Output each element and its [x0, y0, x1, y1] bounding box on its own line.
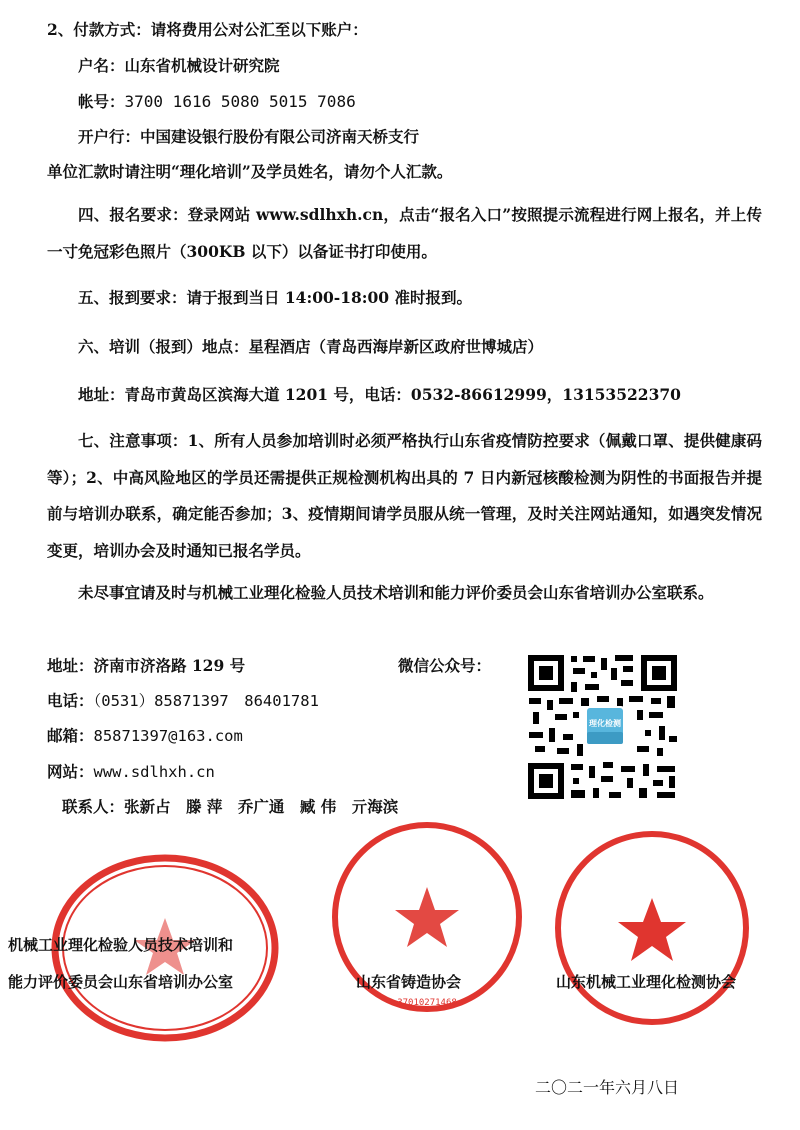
signature-org2: 山东省铸造协会: [356, 973, 462, 991]
wechat-qr-code[interactable]: [525, 652, 680, 802]
contact-intro: 未尽事宜请及时与机械工业理化检验人员技术培训和能力评价委员会山东省培训办公室联系。: [78, 583, 714, 602]
account-number: 3700 1616 5080 5015 7086: [124, 92, 356, 111]
red-seal-icon: [552, 818, 752, 1036]
contact-email-row: [47, 726, 243, 746]
signature-org3: 山东机械工业理化检测协会: [556, 973, 737, 991]
contact-email[interactable]: 85871397@163.com: [93, 727, 243, 745]
wechat-label: 微信公众号：: [398, 656, 492, 675]
contact-address: 地址：济南市济洛路 129 号: [47, 656, 246, 675]
bank-name: 开户行：中国建设银行股份有限公司济南天桥支行: [78, 127, 420, 146]
training-location: 六、培训（报到）地点：星程酒店（青岛西海岸新区政府世博城店）: [78, 337, 544, 356]
phone-label: 电话：: [47, 691, 94, 710]
account-name: 户名：山东省机械设计研究院: [78, 56, 280, 75]
website-label: 网站：: [47, 762, 94, 781]
contact-website-row: [47, 762, 215, 782]
contact-phone: （0531）85871397 86401781: [93, 692, 319, 710]
signature-org1-line2: 能力评价委员会山东省培训办公室: [8, 973, 234, 991]
notes-section: 七、注意事项：1、所有人员参加培训时必须严格执行山东省疫情防控要求（佩戴口罩、提供健康码等）；2、中高风险地区的学员还需提供正规检测机构出具的 7 日内新冠核酸检测为阴性的书面报告并提前与培训办联系，确定能否参加；3、疫情期间请学员服从统一管理，及时关注网站通知，如遇突发情况变更，培训办会及时通知已报名学员。: [47, 431, 762, 560]
contact-phone-row: [47, 691, 319, 711]
contact-website[interactable]: www.sdlhxh.cn: [93, 763, 215, 781]
stamp2-code: 37010271468: [397, 998, 457, 1008]
signature-org1-line1: 机械工业理化检验人员技术培训和: [8, 936, 234, 954]
account-number-label: 帐号：: [78, 92, 125, 111]
remittance-note: 单位汇款时请注明“理化培训”及学员姓名，请勿个人汇款。: [47, 162, 453, 181]
document-date: 二〇二一年六月八日: [535, 1078, 680, 1097]
contact-people: 联系人：张新占 滕 萍 乔广通 臧 伟 亓海滨: [62, 797, 399, 816]
training-address: 地址：青岛市黄岛区滨海大道 1201 号，电话：0532-86612999，13153522370: [78, 385, 681, 404]
account-number-row: [78, 92, 356, 112]
registration-requirements: 四、报名要求：登录网站 www.sdlhxh.cn，点击“报名入口”按照提示流程进行网上报名，并上传一寸免冠彩色照片（300KB 以下）以备证书打印使用。: [47, 205, 762, 261]
email-label: 邮箱：: [47, 726, 94, 745]
stamp-testing-association: [552, 818, 752, 1036]
payment-heading: 2、付款方式：请将费用公对公汇至以下账户：: [47, 20, 368, 39]
qr-badge-label: 理化检测: [589, 719, 621, 728]
checkin-requirements: 五、报到要求：请于报到当日 14:00-18:00 准时报到。: [78, 288, 472, 307]
